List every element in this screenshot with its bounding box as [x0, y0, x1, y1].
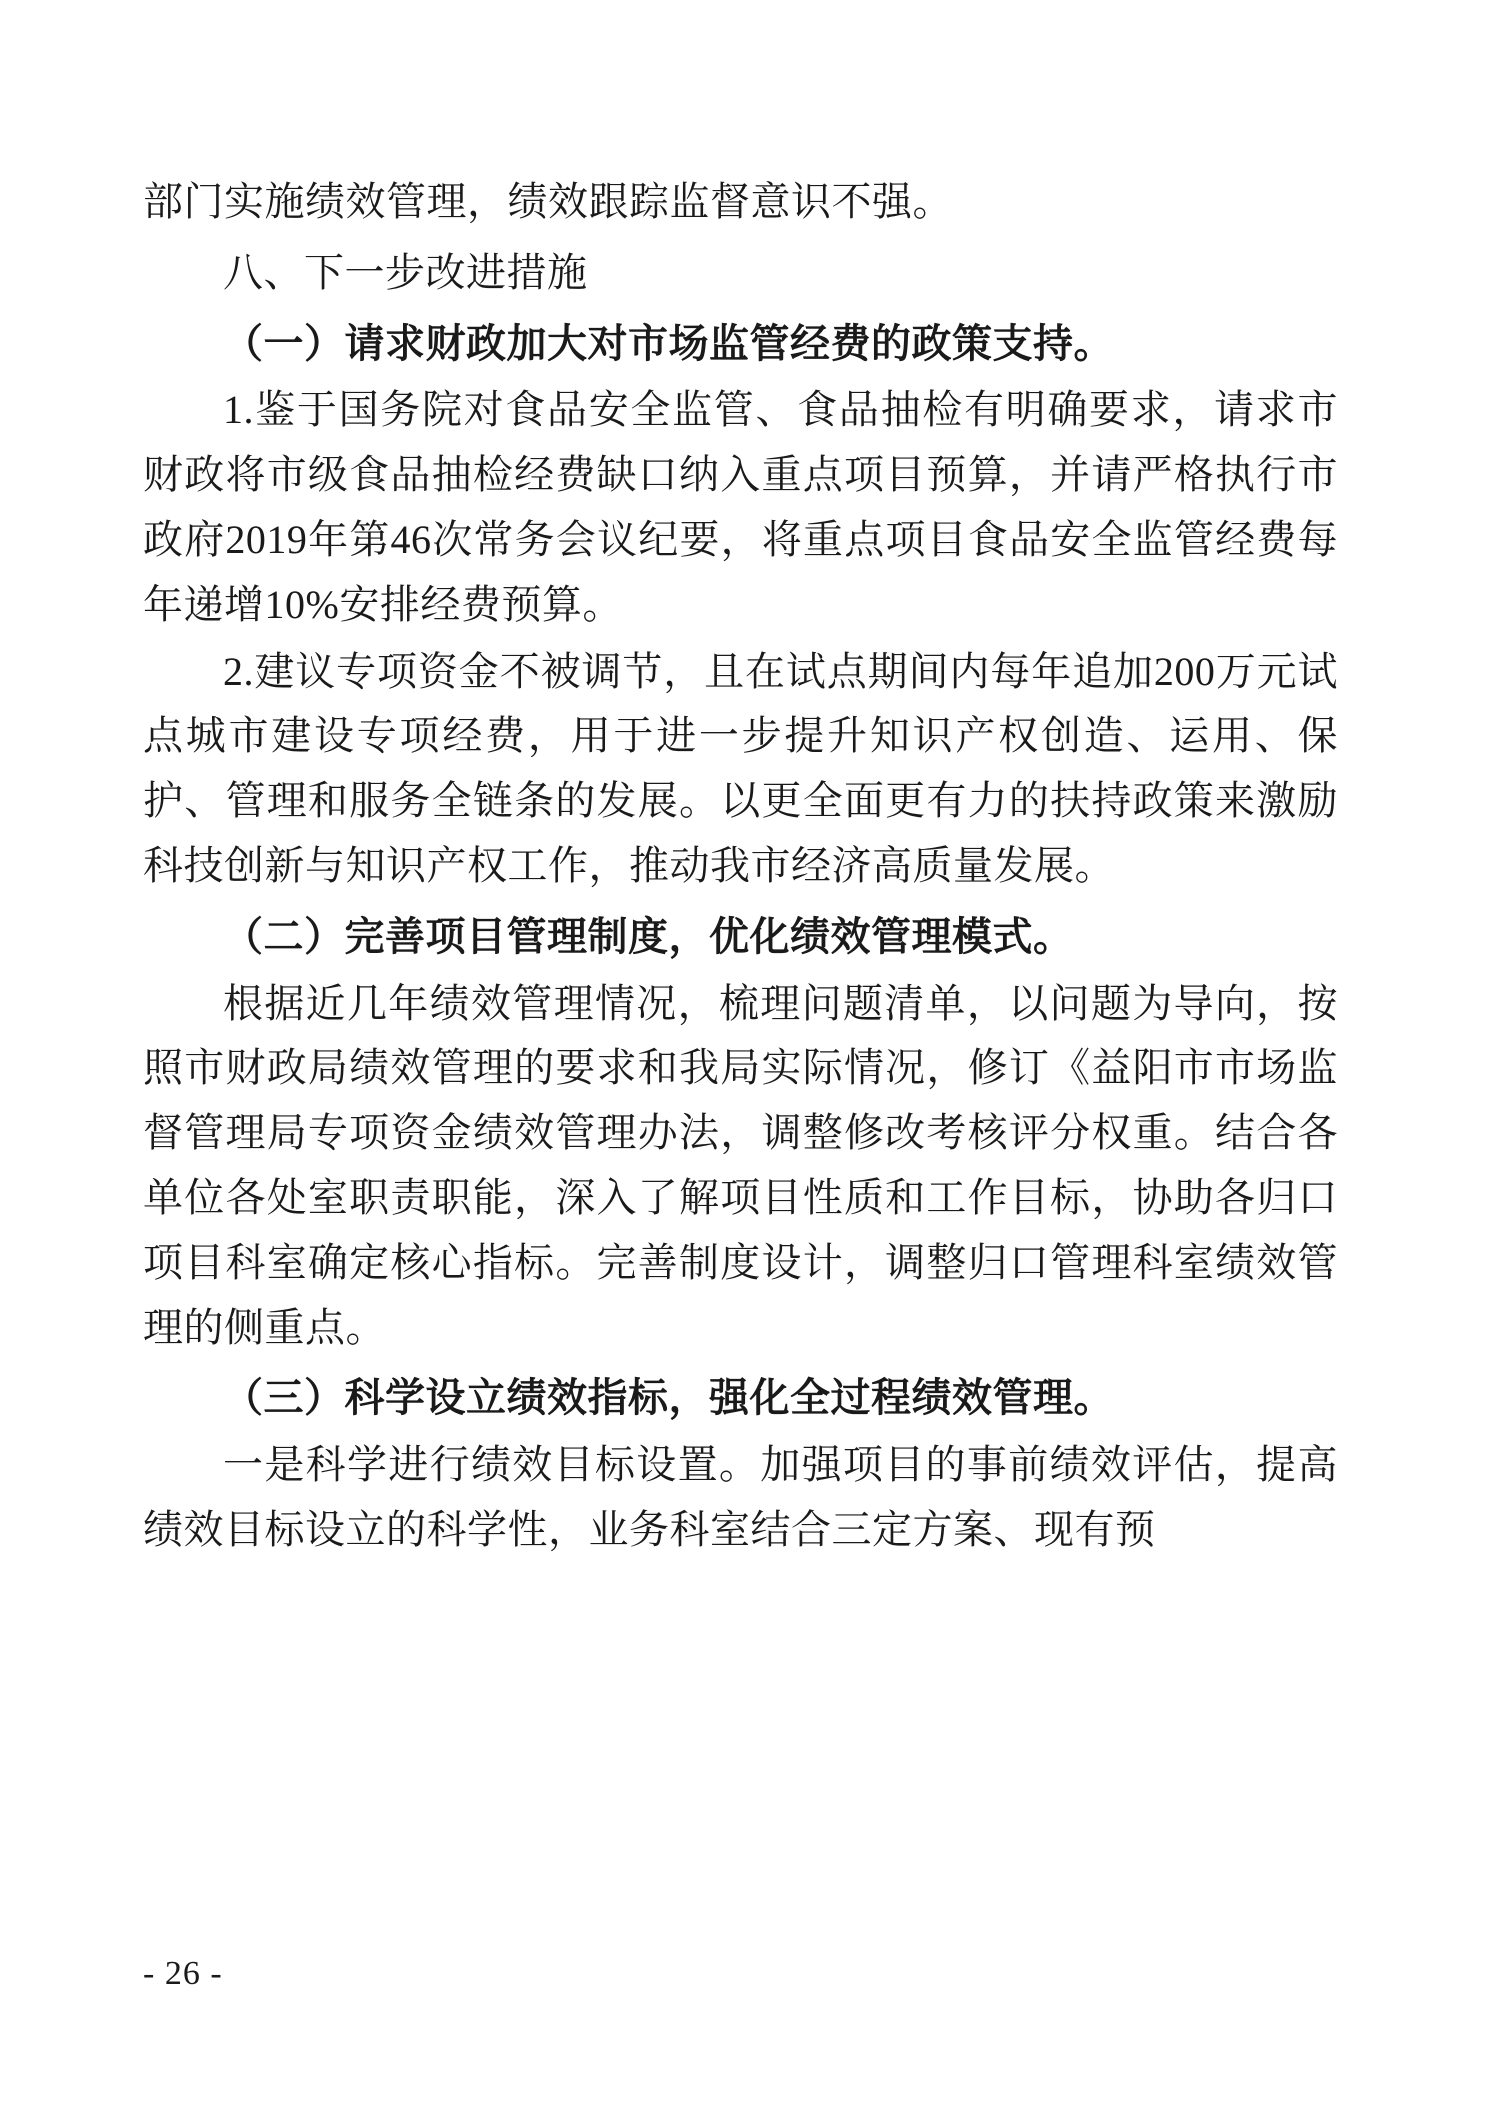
paragraph-management-system: 根据近几年绩效管理情况，梳理问题清单，以问题为导向，按照市财政局绩效管理的要求和我局实际情况，修订《益阳市市场监督管理局专项资金绩效管理办法，调整修改考核评分权重。结合各单位各处室职责职能，深入了解项目性质和工作目标，协助各归口项目科室确定核心指标。完善制度设计，调整归口管理科室绩效管理的侧重点。 — [143, 980, 1338, 1350]
page-number: - 26 - — [143, 1955, 223, 1992]
paragraph-performance-indicators: 一是科学进行绩效目标设置。加强项目的事前绩效评估，提高绩效目标设立的科学性，业务科室结合三定方案、现有预 — [143, 1442, 1338, 1552]
section-heading-eight: 八、下一步改进措施 — [223, 249, 588, 296]
paragraph-continuation: 部门实施绩效管理，绩效跟踪监督意识不强。 — [143, 179, 953, 224]
document-body — [143, 170, 1338, 1565]
subsection-heading-three: （三）科学设立绩效指标，强化全过程绩效管理。 — [223, 1374, 1114, 1422]
subsection-heading-one: （一）请求财政加大对市场监管经费的政策支持。 — [223, 319, 1114, 367]
paragraph-item-1: 1.鉴于国务院对食品安全监管、食品抽检有明确要求，请求市财政将市级食品抽检经费缺口纳入重点项目预算，并请严格执行市政府2019年第46次常务会议纪要，将重点项目食品安全监管经费每年递增10%安排经费预算。 — [143, 387, 1338, 627]
paragraph-item-2: 2.建议专项资金不被调节，且在试点期间内每年追加200万元试点城市建设专项经费，用于进一步提升知识产权创造、运用、保护、管理和服务全链条的发展。以更全面更有力的扶持政策来激励科技创新与知识产权工作，推动我市经济高质量发展。 — [143, 648, 1338, 888]
subsection-heading-two: （二）完善项目管理制度，优化绩效管理模式。 — [223, 912, 1074, 960]
